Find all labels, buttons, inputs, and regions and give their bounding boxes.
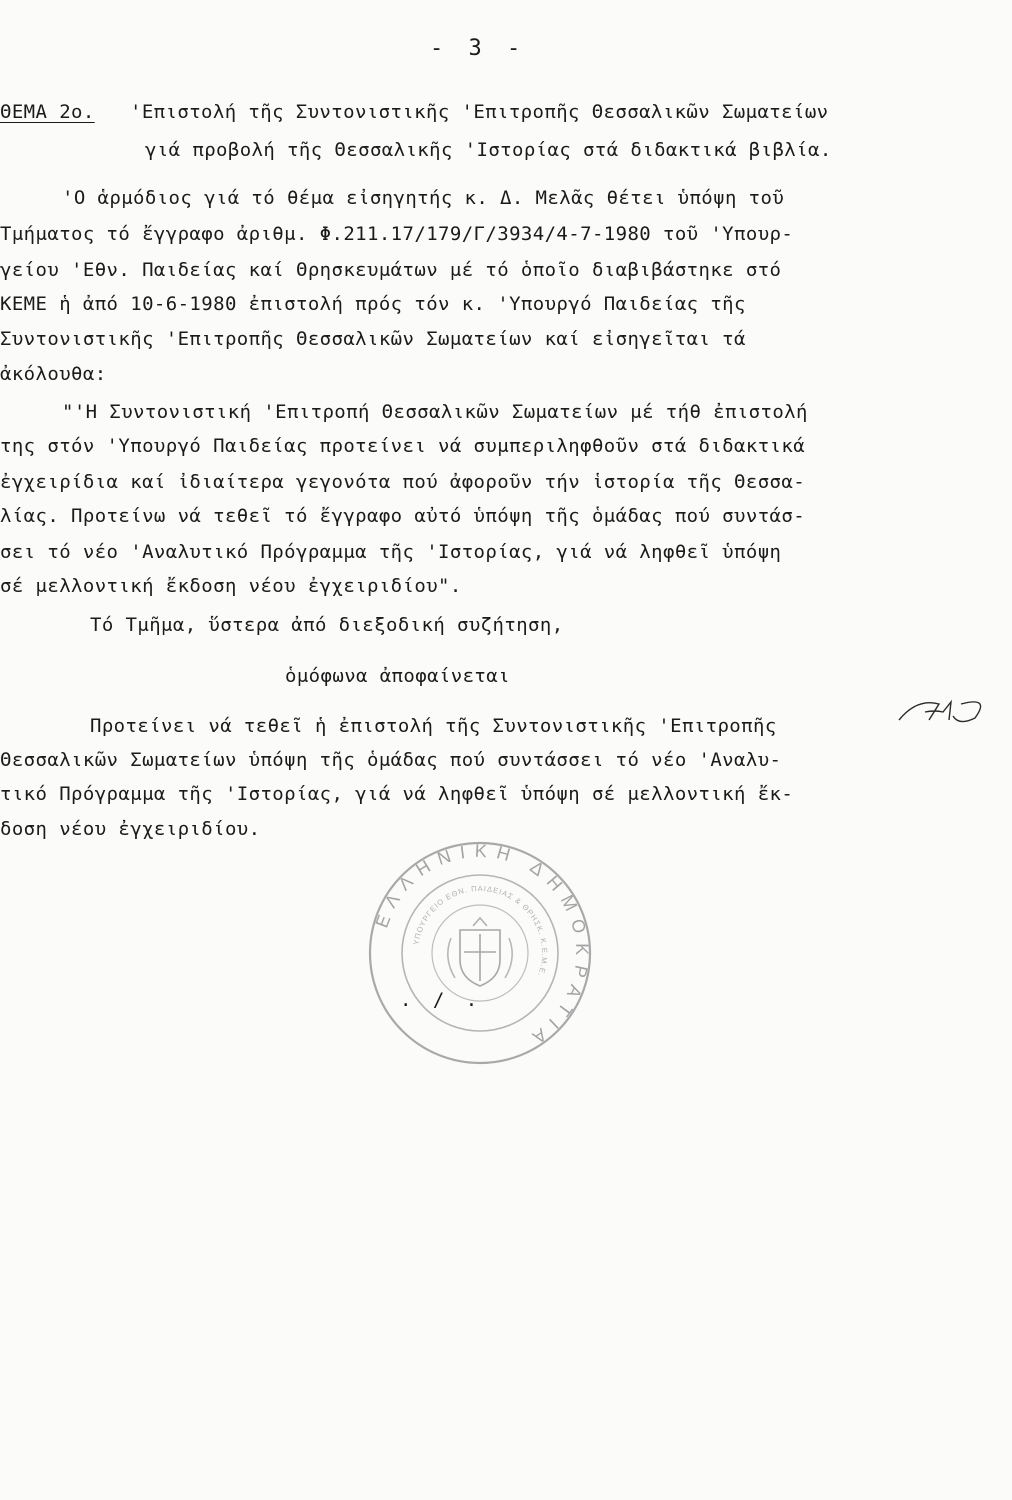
quote-line: "'Η Συντονιστική 'Επιτροπή Θεσσαλικῶν Σωματείων μέ τήθ ἐπιστολή [62, 401, 808, 423]
quote-line: σει τό νέο 'Αναλυτικό Πρόγραμμα τῆς 'Ιστορίας, γιά νά ληφθεῖ ὑπόψη [0, 541, 782, 563]
seal-inner-text: ΥΠΟΥΡΓΕΙΟ ΕΘΝ. ΠΑΙΔΕΙΑΣ & ΘΡΗΣΚ. Κ.Ε.Μ.Ε. [411, 883, 550, 979]
svg-text:ΕΛΛΗΝΙΚΗ ΔΗΜΟΚΡΑΤΙΑ [371, 841, 592, 1053]
seal-outer-text: ΕΛΛΗΝΙΚΗ ΔΗΜΟΚΡΑΤΙΑ [371, 840, 593, 1053]
body-line: Τμήματος τό ἔγγραφο ἀριθμ. Φ.211.17/179/Γ/3934/4-7-1980 τοῦ 'Υπουρ- [0, 223, 794, 245]
page-number: - 3 - [430, 36, 527, 61]
subject-line-1: 'Επιστολή τῆς Συντονιστικῆς 'Επιτροπῆς Θεσσαλικῶν Σωματείων [130, 101, 829, 123]
decision-line: δοση νέου ἐγχειριδίου. [0, 818, 261, 840]
initials-signature [895, 690, 995, 730]
subject-label: ΘΕΜΑ 2ο. [0, 101, 95, 123]
continuation-mark: . / . [400, 989, 483, 1011]
quote-line: λίας. Προτείνω νά τεθεῖ τό ἔγγραφο αὐτό ὑπόψη τῆς ὁμάδας πού συντάσ- [0, 505, 806, 527]
subject-line-2: γιά προβολή τῆς Θεσσαλικῆς 'Ιστορίας στά διδακτικά βιβλία. [145, 139, 832, 161]
decision-line: τικό Πρόγραμμα τῆς 'Ιστορίας, γιά νά ληφθεῖ ὑπόψη σέ μελλοντική ἔκ- [0, 783, 794, 805]
body-line: Συντονιστικῆς 'Επιτροπῆς Θεσσαλικῶν Σωματείων καί εἰσηγεῖται τά [0, 328, 746, 350]
quote-line: της στόν 'Υπουργό Παιδείας προτείνει νά συμπεριληφθοῦν στά διδακτικά [0, 435, 806, 457]
coat-of-arms-icon [448, 918, 512, 986]
body-line: ἀκόλουθα: [0, 363, 107, 385]
section-line: Τό Τμῆμα, ὕστερα ἀπό διεξοδική συζήτηση, [90, 614, 564, 636]
decision-line: Θεσσαλικῶν Σωματείων ὑπόψη τῆς ὁμάδας πού συντάσσει τό νέο 'Αναλυ- [0, 749, 782, 771]
quote-line: ἐγχειρίδια καί ἰδιαίτερα γεγονότα πού ἀφοροῦν τήν ἱστορία τῆς Θεσσα- [0, 471, 806, 493]
body-line: γείου 'Εθν. Παιδείας καί Θρησκευμάτων μέ τό ὁποῖο διαβιβάστηκε στό [0, 259, 782, 281]
official-seal-stamp [365, 838, 595, 1068]
body-line: 'Ο ἁρμόδιος γιά τό θέμα εἰσηγητής κ. Δ. Μελᾶς θέτει ὑπόψη τοῦ [62, 187, 785, 209]
decision-heading: ὁμόφωνα ἀποφαίνεται [285, 665, 510, 687]
body-line: ΚΕΜΕ ἡ ἀπό 10-6-1980 ἐπιστολή πρός τόν κ. 'Υπουργό Παιδείας τῆς [0, 293, 746, 315]
decision-line: Προτείνει νά τεθεῖ ἡ ἐπιστολή τῆς Συντονιστικῆς 'Επιτροπῆς [90, 715, 777, 737]
quote-line: σέ μελλοντική ἔκδοση νέου ἐγχειριδίου". [0, 575, 462, 597]
